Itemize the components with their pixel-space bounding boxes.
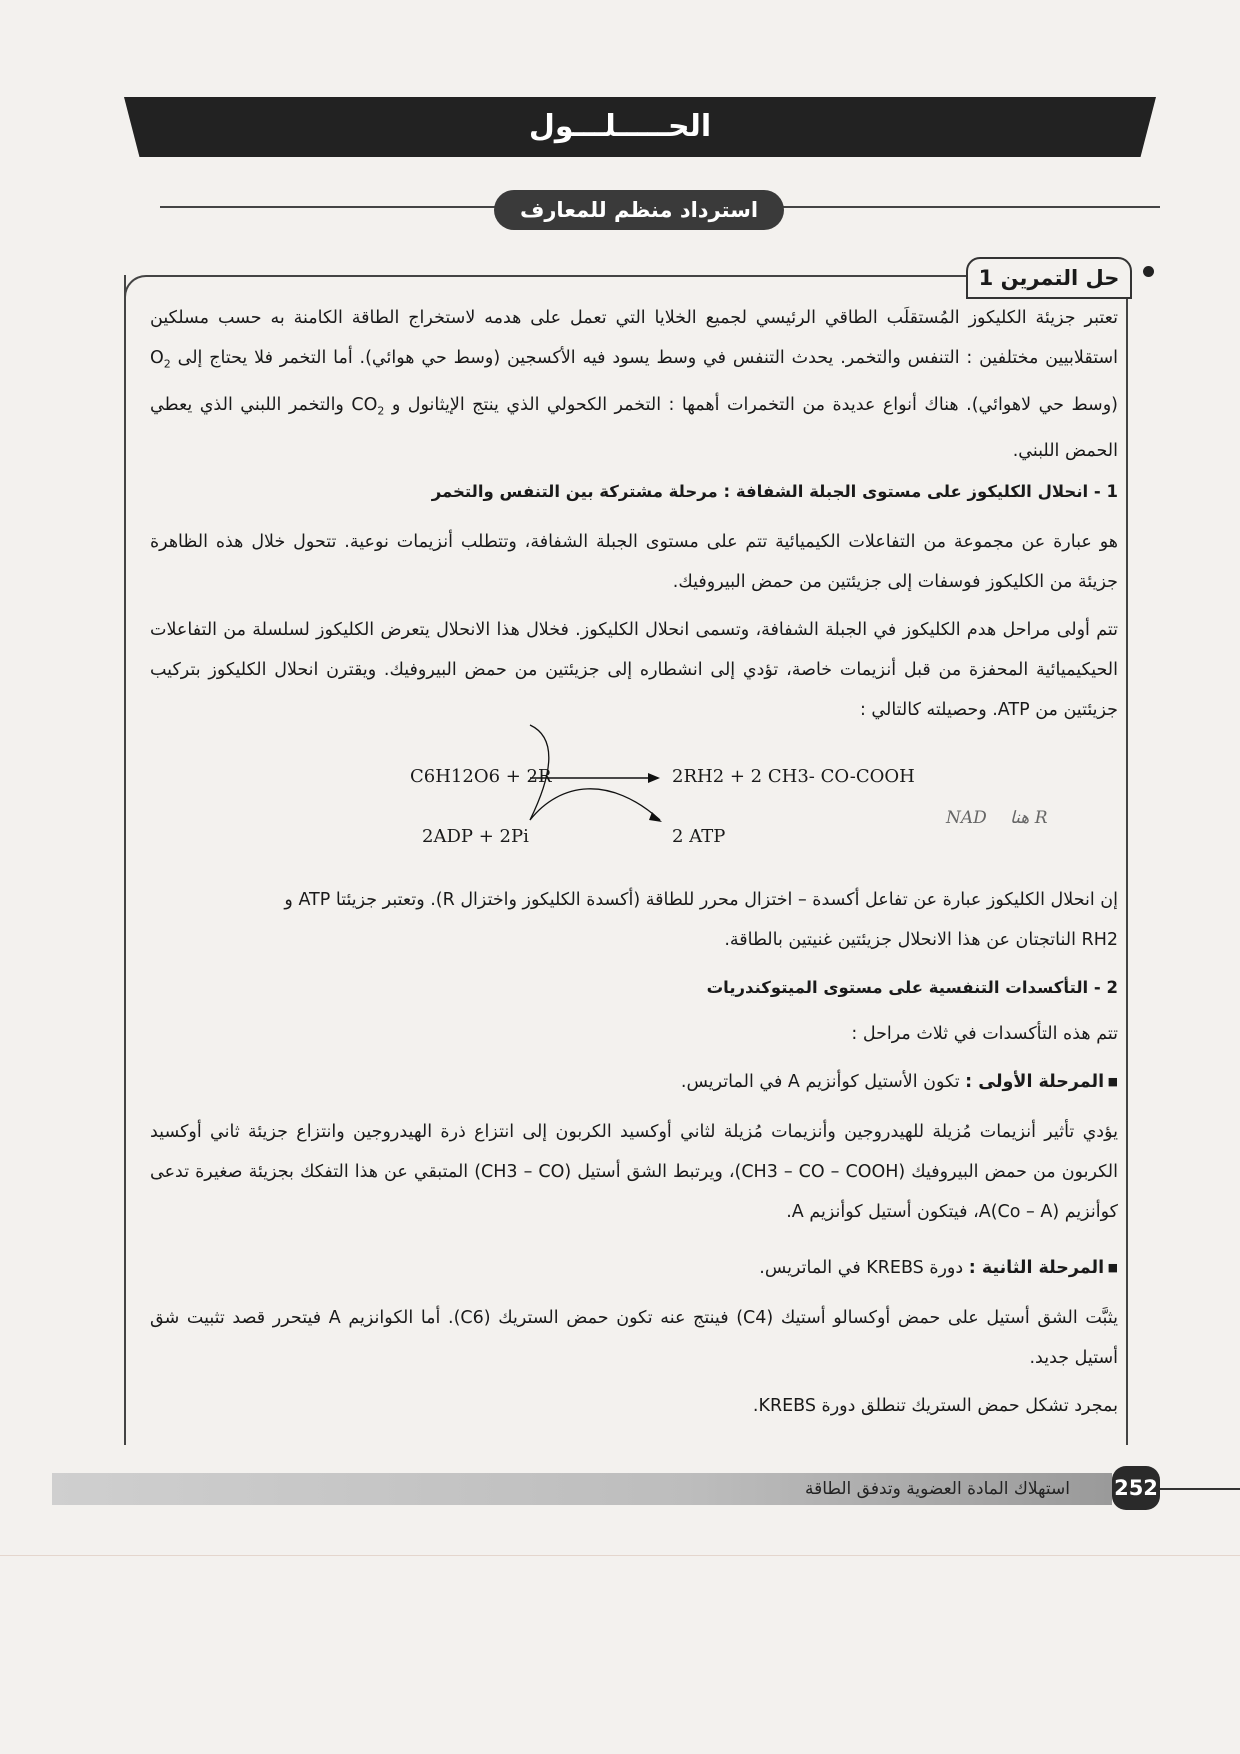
reaction-cofactor-out: 2 ATP (672, 826, 726, 847)
footer-chapter-title: استهلاك المادة العضوية وتدفق الطاقة (804, 1479, 1070, 1499)
section-1-title: 1 - انحلال الكليكوز على مستوى الجبلة الشفافة : مرحلة مشتركة بين التنفس والتخمر (431, 482, 1118, 501)
stage-2-paragraph: يثبَّت الشق أستيل على حمض أوكسالو أستيك (C4) فينتج عنه تكون حمض الستريك (C6). أما الكوانزيم A فيتحرر قصد تثبيت شق أستيل جديد. (150, 1308, 1118, 1368)
page-number: 252 (1112, 1466, 1160, 1510)
side-curve-arrow (530, 789, 660, 820)
stage-1-heading: ■ المرحلة الأولى : تكون الأستيل كوأنزيم A في الماتريس. (150, 1062, 1118, 1102)
side-curve-left (530, 725, 549, 820)
footer-rule (1160, 1488, 1240, 1490)
section-1-paragraph-3b: RH2 الناتجتان عن هذا الانحلال جزيئتين غنيتين بالطاقة. (724, 930, 1118, 950)
reaction-cofactor-in: 2ADP + 2Pi (422, 826, 529, 847)
stage-2-heading: ■ المرحلة الثانية : دورة KREBS في الماتريس. (150, 1248, 1118, 1288)
section-1-paragraph-2: تتم أولى مراحل هدم الكليكوز في الجبلة الشفافة، وتسمى انحلال الكليكوز. فخلال هذا الانحلال يتعرض الكليكوز لسلسلة من التفاعلات الحيكيميائية المحفزة من قبل أنزيمات خاصة، تؤدي إلى انشطاره إلى جزيئتين من حمض البيروفيك. ويقترن انحلال الكليكوز بتركيب جزيئتين من ATP. وحصيلته كالتالي : (150, 620, 1118, 720)
stage-2-paragraph-2: بمجرد تشكل حمض الستريك تنطلق دورة KREBS. (752, 1396, 1118, 1416)
section-heading: استرداد منظم للمعارف (494, 190, 784, 230)
section-1-paragraph-1: هو عبارة عن مجموعة من التفاعلات الكيميائية تتم على مستوى الجبلة الشفافة، وتتطلب أنزيمات نوعية. تتحول خلال هذه الظاهرة جزيئة من الكليكوز فوسفات إلى جزيئتين من حمض البيروفيك. (150, 532, 1118, 592)
content-frame-top (124, 275, 968, 299)
page-edge-line (0, 1555, 1240, 1556)
side-arrow-head-icon (649, 812, 662, 822)
section-2-title: 2 - التأكسدات التنفسية على مستوى الميتوكندريات (706, 978, 1118, 997)
reaction-arrows (520, 720, 670, 830)
section-2-intro: تتم هذه التأكسدات في ثلاث مراحل : (851, 1024, 1118, 1044)
bullet-dot-icon (1143, 266, 1154, 277)
stage-1-paragraph: يؤدي تأثير أنزيمات مُزيلة للهيدروجين وأنزيمات مُزيلة لثاني أوكسيد الكربون إلى انتزاع ذرة الهيدروجين وانتزاع جزيئة ثاني أوكسيد الكربون من حمض البيروفيك (CH3 – CO – COOH)، ويرتبط الشق أستيل (CH3 – CO) المتبقي عن هذا التفكك بجزيئة صغيرة تدعى كوأنزيم A(Co – A)، فيتكون أستيل كوأنزيم A. (150, 1122, 1118, 1222)
reaction-reactants: C6H12O6 + 2R (410, 766, 552, 787)
page-title: الحـــــلـــول (528, 109, 712, 144)
section-1-paragraph-3a: إن انحلال الكليكوز عبارة عن تفاعل أكسدة – اختزال محرر للطاقة (أكسدة الكليكوز واختزال R). وتعتبر جزيئتا ATP و (284, 890, 1118, 910)
handwritten-note-nad: NAD (946, 808, 987, 828)
reaction-products: 2RH2 + 2 CH3- CO-COOH (672, 766, 915, 787)
handwritten-note-r: R هنا (1010, 808, 1048, 828)
intro-paragraph: تعتبر جزيئة الكليكوز المُستقلَب الطاقي الرئيسي لجميع الخلايا التي تعمل على هدمه لاستخراج الطاقة الكامنة به حسب مسلكين استقلابيين مختلفين : التنفس والتخمر. يحدث التنفس في وسط يسود فيه الأكسجين (وسط حي هوائي). أما التخمر فلا يحتاج إلى $O_2$ (وسط حي لاهوائي). هناك أنواع عديدة من التخمرات أهمها : التخمر الكحولي الذي ينتج الإيثانول و $CO_2$ والتخمر اللبني الذي يعطي الحمض اللبني. (150, 308, 1118, 461)
exercise-tab: حل التمرين 1 (966, 257, 1132, 299)
main-arrow-head-icon (648, 773, 660, 783)
